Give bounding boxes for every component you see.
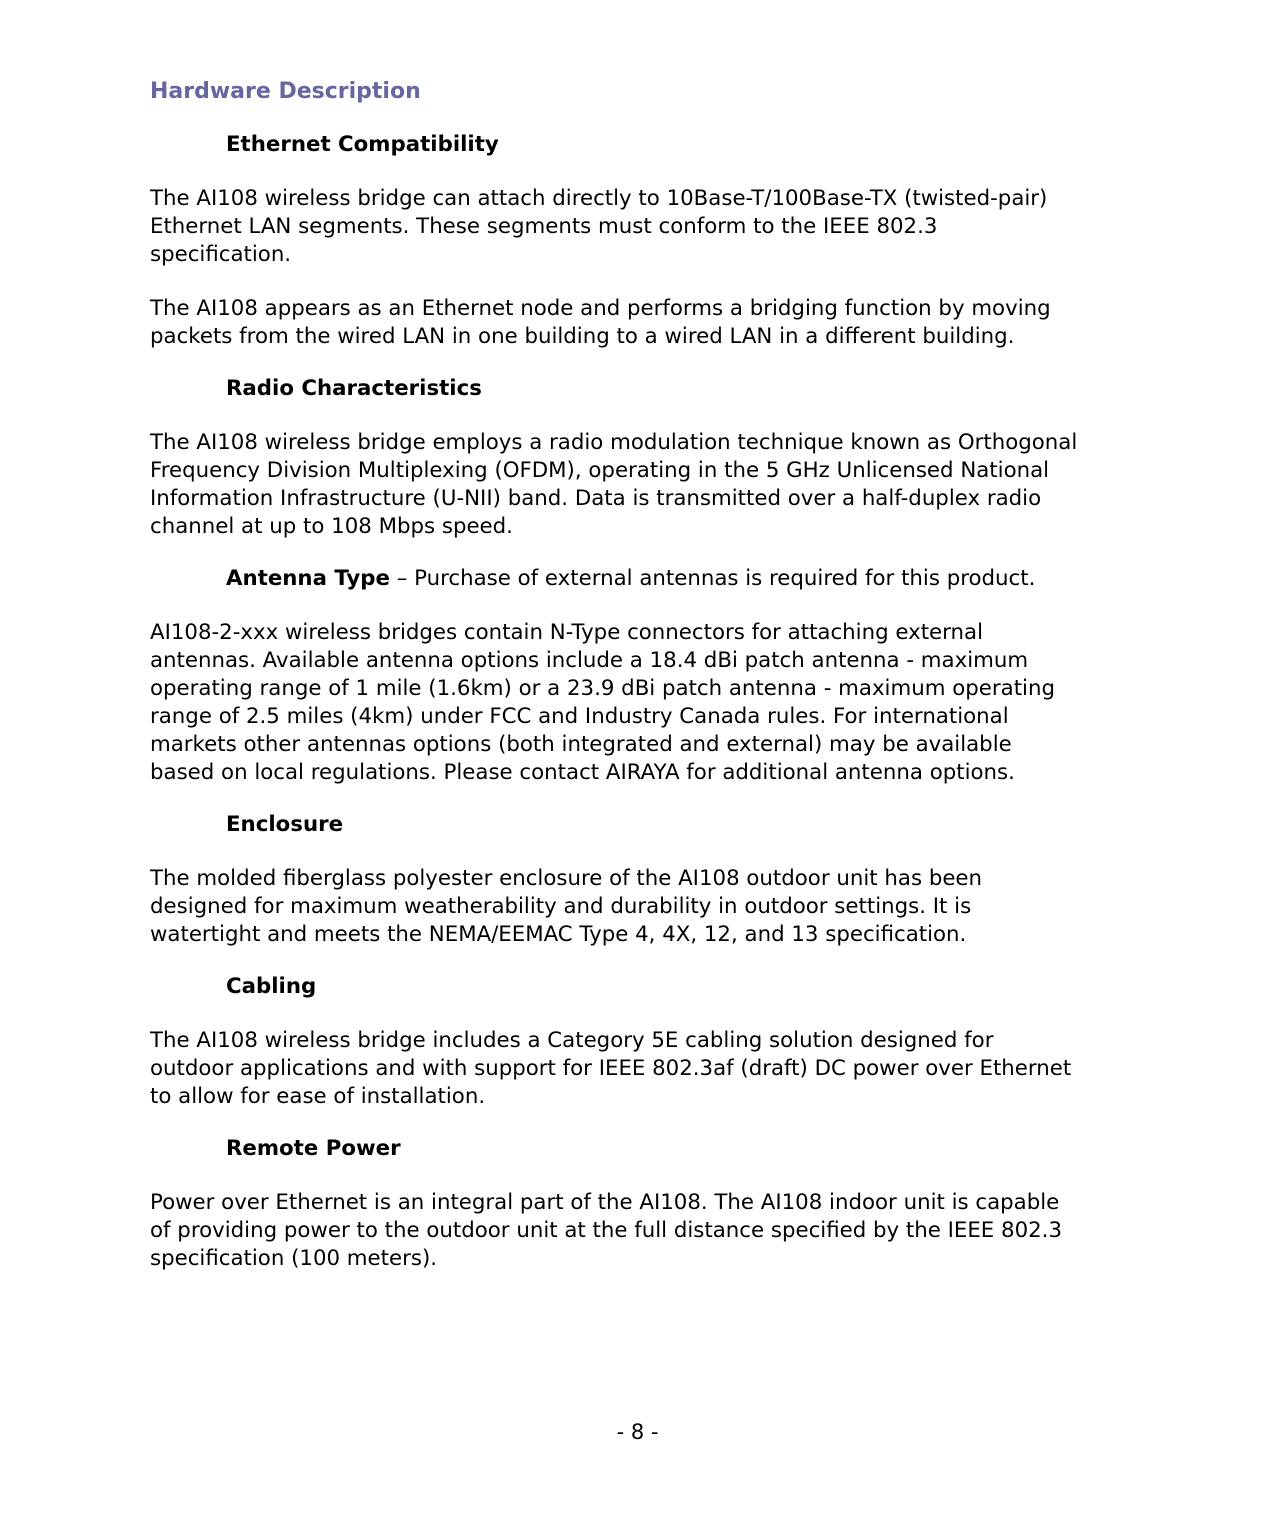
paragraph-remote-power-1: Power over Ethernet is an integral part of the AI108. The AI108 indoor unit is capable of providing power to the outdoor unit at the full distance specified by the IEEE 802.3 specification (100 meters).: [150, 1190, 1063, 1271]
paragraph-ethernet-1: The AI108 wireless bridge can attach directly to 10Base-T/100Base-TX (twisted-pair) Ethernet LAN segments. These segments must conform to the IEEE 802.3 specification.: [150, 186, 1048, 267]
heading-radio-characteristics: Radio Characteristics: [226, 376, 482, 401]
section-title: Hardware Description: [150, 79, 421, 104]
heading-enclosure: Enclosure: [226, 812, 344, 837]
heading-ethernet-compatibility: Ethernet Compatibility: [226, 132, 499, 157]
heading-antenna-type: [226, 565, 1165, 593]
paragraph-cabling-1: The AI108 wireless bridge includes a Category 5E cabling solution designed for outdoor applications and with support for IEEE 802.3af (draft) DC power over Ethernet to allow for ease of installation.: [150, 1028, 1072, 1109]
paragraph-antenna-1: AI108-2-xxx wireless bridges contain N-Type connectors for attaching external antennas. Available antenna options include a 18.4 dBi patch antenna - maximum operating range of 1 mile (1.6km) or a 23.9 dBi patch antenna - maximum operating range of 2.5 miles (4km) under FCC and Industry Canada rules. For international markets other antennas options (both integrated and external) may be available based on local regulations. Please contact AIRAYA for additional antenna options.: [150, 620, 1055, 785]
paragraph-ethernet-2: The AI108 appears as an Ethernet node and performs a bridging function by moving packets from the wired LAN in one building to a wired LAN in a different building.: [150, 296, 1051, 349]
paragraph-enclosure-1: The molded fiberglass polyester enclosure of the AI108 outdoor unit has been designed for maximum weatherability and durability in outdoor settings. It is watertight and meets the NEMA/EEMAC Type 4, 4X, 12, and 13 specification.: [150, 866, 983, 947]
antenna-heading-label: Antenna Type: [226, 566, 390, 591]
antenna-heading-note: – Purchase of external antennas is required for this product.: [389, 566, 1036, 591]
heading-remote-power: Remote Power: [226, 1136, 401, 1161]
paragraph-radio-1: The AI108 wireless bridge employs a radio modulation technique known as Orthogonal Frequency Division Multiplexing (OFDM), operating in the 5 GHz Unlicensed National Information Infrastructure (U-NII) band. Data is transmitted over a half-duplex radio channel at up to 108 Mbps speed.: [150, 430, 1078, 539]
page-content: [150, 77, 1165, 1273]
heading-cabling: Cabling: [226, 974, 317, 999]
page-number: - 8 -: [616, 1420, 659, 1444]
